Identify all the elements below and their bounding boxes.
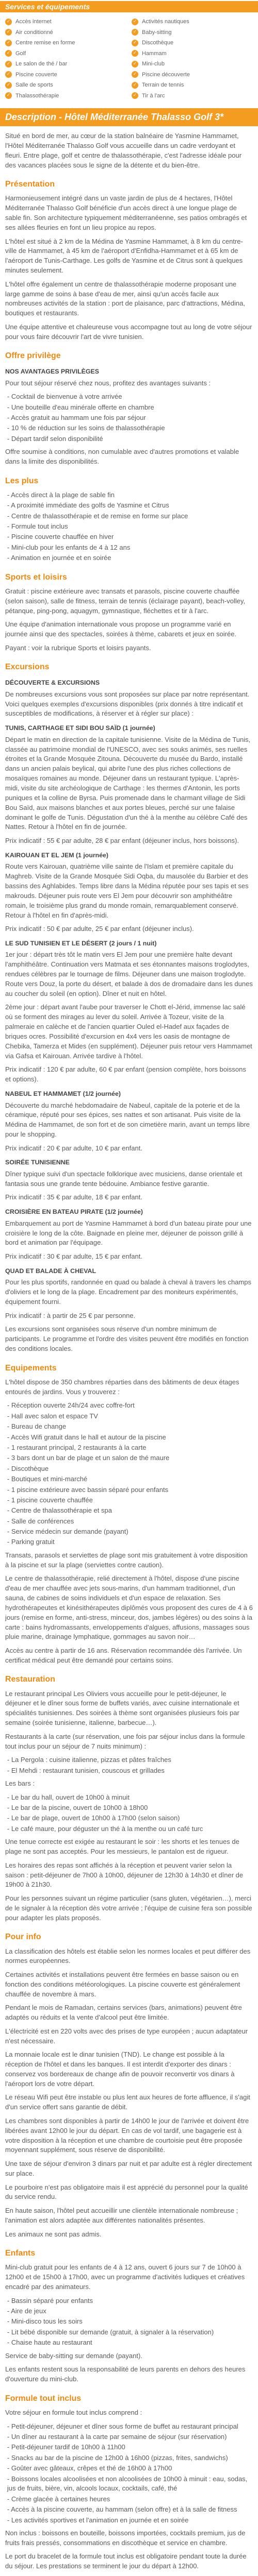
list-item: - Boissons locales alcoolisées et non alcoolisées de 10h00 à minuit : eau, sodas, jus de fruits, bière, vin, alcools locaux, cocktails, café, thé: [7, 2475, 248, 2493]
paragraph: Non inclus : boissons en bouteille, boissons importées, cocktails premium, jus de fruits frais pressés, consommations en discothèque et service en chambre.: [5, 2529, 246, 2547]
list-item: - Petit-déjeuner, déjeuner et dîner sous forme de buffet au restaurant principal: [7, 2422, 238, 2430]
list-item: - Salle de conférences: [7, 1517, 74, 1525]
section-heading: Excursions: [5, 663, 50, 672]
paragraph: Certaines activités et installations peuvent être fermées en basse saison ou en fonction des conditions météorologiques. La piscine couverte est généralement chauffée de novembre à mars.: [5, 1970, 240, 1998]
paragraph: Les animaux ne sont pas admis.: [5, 2230, 102, 2238]
subheading: NOS AVANTAGES PRIVILÈGES: [5, 368, 99, 376]
list-item: - Le bar de la piscine, ouvert de 10h00 à 18h00: [7, 1804, 148, 1812]
list-item: - Le bar de plage, ouvert de 10h00 à 17h00 (selon saison): [7, 1814, 180, 1822]
subheading: CROISIÈRE EN BATEAU PIRATE (1/2 journée): [5, 1208, 143, 1216]
list-item: - 10 % de réduction sur les soins de thalassothérapie: [7, 424, 165, 432]
section-heading: Equipements: [5, 1363, 57, 1372]
list-item: - Une bouteille d'eau minérale offerte en chambre: [7, 403, 154, 411]
paragraph: Les excursions sont organisées sous réserve d'un nombre minimum de participants. Le programme et l'ordre des visites peuvent être modifiés en fonction des conditions locales.: [5, 1325, 249, 1353]
service-item: [5, 48, 132, 59]
check-icon: ✓: [5, 92, 12, 99]
paragraph: Prix indicatif : 30 € par adulte, 15 € par enfant.: [5, 1252, 142, 1261]
list-item: - Réception ouverte 24h/24 avec coffre-fort: [7, 1401, 135, 1410]
list-item: - 1 restaurant principal, 2 restaurants à la carte: [7, 1443, 147, 1451]
service-label: Mini-club: [142, 61, 165, 67]
paragraph: L'électricité est en 220 volts avec des prises de type européen ; aucun adaptateur n'est nécessaire.: [5, 2027, 248, 2045]
section: [5, 662, 253, 1354]
service-label: Salle de sports: [15, 82, 53, 89]
paragraph: Payant : voir la rubrique Sports et loisirs payants.: [5, 643, 151, 652]
section: [5, 2393, 253, 2571]
paragraph: Prix indicatif : 55 € par adulte, 28 € par enfant (déjeuner inclus, hors boissons).: [5, 836, 239, 844]
service-label: Baby-sitting: [142, 29, 172, 36]
list-item: - Centre de thalassothérapie et spa: [7, 1506, 112, 1515]
check-icon: ✓: [132, 19, 138, 25]
list-item: - Animation en journée et en soirée: [7, 554, 111, 562]
check-icon: ✓: [5, 61, 12, 67]
section-heading: Présentation: [5, 180, 55, 189]
check-icon: ✓: [5, 40, 12, 46]
list-item: - Formule tout inclus: [7, 522, 68, 531]
paragraph: Embarquement au port de Yasmine Hammamet à bord d'un bateau pirate pour une croisière le long de la côte. Baignade en pleine mer, déjeuner de poisson grillé à bord et animation par l'équipage.: [5, 1219, 252, 1247]
paragraph: Le port du bracelet de la formule tout inclus est obligatoire pendant toute la durée du séjour. Les prestations se terminent le jour du départ à 12h00.: [5, 2552, 247, 2570]
paragraph: La monnaie locale est le dinar tunisien (TND). Le change est possible à la réception de l'hôtel et dans les banques. Il est interdit d'exporter des dinars : conservez vos bordereaux de change afin de pouvoir reconvertir vos dinars à l'aéroport lors de votre départ.: [5, 2050, 235, 2088]
subheading: QUAD ET BALADE À CHEVAL: [5, 1267, 96, 1275]
section-heading: Les plus: [5, 476, 39, 485]
list-item: - Petit-déjeuner tardif de 10h00 à 11h00: [7, 2443, 125, 2451]
paragraph: Gratuit : piscine extérieure avec transats et parasols, piscine couverte chauffée (selon saison), salle de fitness, terrain de tennis (éclairage payant), beach-volley, pétanque, ping-pong, aquagym, gymnastique, fléchettes et tir à l'arc.: [5, 587, 246, 615]
paragraph: De nombreuses excursions vous sont proposées sur place par notre représentant. Voici quelques exemples d'excursions disponibles (prix donnés à titre indicatif et susceptibles de modifications, à réserver et à régler sur place) :: [5, 690, 250, 718]
section-heading: Formule tout inclus: [5, 2394, 82, 2403]
subheading: TUNIS, CARTHAGE ET SIDI BOU SAÏD (1 journée): [5, 724, 155, 732]
list-item: - Lit bébé disponible sur demande (gratuit, à signaler à la réservation): [7, 2328, 214, 2336]
list-item: - Cocktail de bienvenue à votre arrivée: [7, 393, 122, 401]
subheading: SOIRÉE TUNISIENNE: [5, 1159, 70, 1166]
service-label: Hammam: [142, 50, 167, 57]
paragraph: Une équipe d'animation internationale vous propose un programme varié en journée ainsi que des spectacles, soirées à thème, cabarets et jeux en soirée.: [5, 620, 237, 638]
service-item: [132, 70, 258, 80]
paragraph: L'hôtel dispose de 350 chambres réparties dans des bâtiments de deux étages entourés de jardins. Vous y trouverez :: [5, 1378, 239, 1396]
list-item: - Le café maure, pour déguster un thé à la menthe ou un café turc: [7, 1824, 203, 1833]
paragraph: En haute saison, l'hôtel peut accueillir une clientèle internationale nombreuse ; l'animation est alors adaptée aux différentes nationalités présentes.: [5, 2207, 238, 2224]
check-icon: ✓: [5, 50, 12, 57]
service-item: [5, 80, 132, 91]
service-label: Accès internet: [15, 19, 52, 25]
service-item: [5, 91, 132, 101]
description-header: Description - Hôtel Méditerranée Thalasso Golf 3*: [0, 108, 258, 126]
service-item: [132, 48, 258, 59]
service-label: Tir à l'arc: [142, 92, 165, 99]
list-item: - Aire de jeux: [7, 2307, 46, 2315]
paragraph: Service de baby-sitting sur demande (payant).: [5, 2351, 142, 2360]
list-item: - Piscine couverte chauffée en hiver: [7, 533, 114, 541]
paragraph: Mini-club gratuit pour les enfants de 4 à 12 ans, ouvert 6 jours sur 7 de 10h00 à 12h00 et de 15h00 à 17h00, avec un programme d'activités ludiques et créatives encadré par des animateurs.: [5, 2263, 245, 2291]
list-item: - 1 piscine extérieure avec bassin séparé pour enfants: [7, 1485, 169, 1494]
list-item: - Service médecin sur demande (payant): [7, 1528, 128, 1536]
service-item: [132, 91, 258, 101]
service-item: [132, 16, 258, 27]
paragraph: Une équipe attentive et chaleureuse vous accompagne tout au long de votre séjour pour vous faire découvrir l'art de vivre tunisien.: [5, 323, 252, 341]
paragraph: Prix indicatif : à partir de 25 € par personne.: [5, 1311, 136, 1319]
paragraph: Harmonieusement intégré dans un vaste jardin de plus de 4 hectares, l'Hôtel Méditerranée Thalasso Golf bénéficie d'un accès direct à une longue plage de sable fin. Son architecture typiquement méditerranéenne, ses patios ombragés et ses allées fleuries en font un lieu propice au repos.: [5, 194, 247, 231]
check-icon: ✓: [132, 50, 138, 57]
check-icon: ✓: [132, 29, 138, 36]
paragraph: La classification des hôtels est établie selon les normes locales et peut différer des normes européennes.: [5, 1947, 251, 1965]
service-item: [132, 38, 258, 48]
service-item: [5, 38, 132, 48]
paragraph: Le restaurant principal Les Oliviers vous accueille pour le petit-déjeuner, le déjeuner et le dîner sous forme de buffets variés, avec cuisine internationale et spécialités tunisiennes. Des soirées à thème sont organisées plusieurs fois par semaine (soirée tunisienne, italienne, barbecue…).: [5, 1689, 239, 1727]
service-item: [132, 27, 258, 38]
subheading: NABEUL ET HAMMAMET (1/2 journée): [5, 1090, 121, 1097]
list-item: - Hall avec salon et espace TV: [7, 1412, 98, 1420]
list-item: - Départ tardif selon disponibilité: [7, 434, 103, 443]
section-heading: Sports et loisirs: [5, 572, 67, 582]
list-item: - Accès gratuit au hammam une fois par séjour: [7, 414, 146, 422]
section-heading: Enfants: [5, 2249, 36, 2258]
paragraph: Les chambres sont disponibles à partir de 14h00 le jour de l'arrivée et doivent être libérées avant 12h00 le jour du départ. En cas de vol tardif, une bagagerie est à votre disposition à la réception et une chambre de courtoisie peut être proposée moyennant supplément, sous réserve de disponibilité.: [5, 2116, 249, 2154]
check-icon: ✓: [132, 40, 138, 46]
paragraph: Les horaires des repas sont affichés à la réception et peuvent varier selon la saison : petit-déjeuner de 7h00 à 10h00, déjeuner de 12h30 à 14h30 et dîner de 19h00 à 21h30.: [5, 1861, 244, 1889]
subheading: KAIROUAN ET EL JEM (1 journée): [5, 851, 109, 859]
list-item: - Les activités sportives et l'animation en journée et en soirée: [7, 2516, 189, 2524]
service-label: Air conditionné: [15, 29, 53, 36]
service-item: [5, 70, 132, 80]
service-label: Discothèque: [142, 40, 174, 46]
service-label: Piscine découverte: [142, 71, 190, 78]
list-item: - Accès direct à la plage de sable fin: [7, 490, 115, 499]
paragraph: 2ème jour : départ avant l'aube pour traverser le Chott el-Jérid, immense lac salé où se forment des mirages au lever du soleil. Arrivée à Tozeur, visite de la palmeraie en calèche et de l'ancien quartier Ouled el-Hadef aux façades de briques ocres. Possibilité d'excursion en 4x4 vers les oasis de montagne de Chebika, Tamerza et Mides (en supplément). Déjeuner puis retour vers Hammamet via Gafsa et Kairouan. Arrivée tardive à l'hôtel.: [5, 1003, 252, 1060]
paragraph: Pour les plus sportifs, randonnée en quad ou balade à cheval à travers les champs d'oliviers et le long de la plage. Encadrement par des moniteurs expérimentés, équipement fourni.: [5, 1278, 251, 1306]
paragraph: Accès au centre à partir de 16 ans. Réservation recommandée dès l'arrivée. Un certificat médical peut être demandé pour certains soins.: [5, 1646, 242, 1664]
service-label: Golf: [15, 50, 26, 57]
list-item: - Le bar du hall, ouvert de 10h00 à minuit: [7, 1793, 130, 1801]
list-item: - Accès à la piscine couverte, au hammam (selon offre) et à la salle de fitness: [7, 2505, 237, 2514]
paragraph: Le réseau Wifi peut être instable ou plus lent aux heures de forte affluence, il s'agit d'un service offert sans garantie de débit.: [5, 2093, 250, 2111]
check-icon: ✓: [132, 61, 138, 67]
paragraph: L'hôtel offre également un centre de thalassothérapie moderne proposant une large gamme de soins à base d'eau de mer, ainsi qu'un accès facile aux nombreuses activités de la station : port de plaisance, parc d'attractions, Médina, boutiques et restaurants.: [5, 280, 245, 317]
section: [5, 2248, 253, 2384]
service-label: Terrain de tennis: [142, 82, 184, 89]
paragraph: L'hôtel est situé à 2 km de la Médina de Yasmine Hammamet, à 8 km du centre-ville de Hammamet, à 45 km de l'aéroport d'Enfidha-Hammamet et à 65 km de l'aéroport de Tunis-Carthage. Les golfs de Yasmine et de Citrus sont à quelques minutes seulement.: [5, 237, 243, 275]
list-item: - Accès Wifi gratuit dans le hall et autour de la piscine: [7, 1433, 166, 1441]
paragraph: Dîner typique suivi d'un spectacle folklorique avec musiciens, danse orientale et fantasia sous une grande tente bédouine. Ambiance festive garantie.: [5, 1170, 243, 1188]
list-item: - Chaise haute au restaurant: [7, 2338, 92, 2347]
paragraph: Prix indicatif : 50 € par adulte, 25 € par enfant (déjeuner inclus).: [5, 925, 194, 933]
list-item: - Discothèque: [7, 1464, 49, 1472]
check-icon: ✓: [5, 82, 12, 89]
paragraph: Prix indicatif : 120 € par adulte, 60 € par enfant (pension complète, hors boissons et options).: [5, 1065, 246, 1083]
list-item: - A proximité immédiate des golfs de Yasmine et Citrus: [7, 501, 169, 510]
list-item: - Snacks au bar de la piscine de 12h00 à 16h00 (pizzas, frites, sandwichs): [7, 2453, 228, 2462]
list-item: - Centre de thalassothérapie et de remise en forme sur place: [7, 512, 188, 520]
services-grid: [0, 12, 258, 103]
list-item: - Goûter avec gâteaux, crêpes et thé de 16h00 à 17h00: [7, 2464, 172, 2472]
section: [5, 572, 253, 653]
list-item: - 1 piscine couverte chauffée: [7, 1496, 93, 1504]
description-body: [0, 126, 258, 2576]
paragraph: Les bars :: [5, 1780, 35, 1788]
paragraph: Pour les personnes suivant un régime particulier (sans gluten, végétarien…), merci de le signaler à la réception dès votre arrivée ; l'équipe de cuisine fera son possible pour adapter les plats proposés.: [5, 1894, 252, 1922]
service-item: [5, 59, 132, 70]
section-heading: Restauration: [5, 1675, 55, 1684]
section: [5, 179, 253, 342]
section: [5, 1363, 253, 1666]
paragraph: Route vers Kairouan, quatrième ville sainte de l'Islam et première capitale du Maghreb. Visite de la Grande Mosquée Sidi Oqba, du mausolée du Barbier et des bassins des Aghlabides. Temps libre dans la Médina réputée pour ses tapis et ses makrouds. Déjeuner puis route vers El Jem pour découvrir son amphithéâtre romain, le troisième plus grand du monde romain, remarquablement conservé. Retour à l'hôtel en fin d'après-midi.: [5, 862, 249, 919]
subheading: LE SUD TUNISIEN ET LE DÉSERT (2 jours / 1 nuit): [5, 939, 157, 947]
paragraph: Le pourboire n'est pas obligatoire mais il est apprécié du personnel pour la qualité du service rendu.: [5, 2183, 248, 2201]
paragraph: Départ le matin en direction de la capitale tunisienne. Visite de la Médina de Tunis, classée au patrimoine mondial de l'UNESCO, avec ses souks animés, ses ruelles étroites et la Grande Mosquée Zitouna. Découverte du musée du Bardo, installé dans un ancien palais beylical, qui abrite l'une des plus riches collections de mosaïques romaines au monde. Déjeuner dans un restaurant typique. L'après-midi, visite du site archéologique de Carthage : les thermes d'Antonin, les ports puniques et la colline de Byrsa. Puis promenade dans le charmant village de Sidi Bou Saïd, aux maisons blanches et aux portes bleues, perché sur une falaise dominant le golfe de Tunis. Dégustation d'un thé à la menthe au célèbre Café des Nattes. Retour à l'hôtel en fin de journée.: [5, 735, 251, 831]
list-item: - Bureau de change: [7, 1422, 67, 1431]
paragraph: Transats, parasols et serviettes de plage sont mis gratuitement à votre disposition à la piscine et sur la plage (serviettes contre caution).: [5, 1551, 248, 1569]
service-item: [132, 80, 258, 91]
check-icon: ✓: [5, 19, 12, 25]
service-label: Piscine couverte: [15, 71, 57, 78]
check-icon: ✓: [132, 82, 138, 89]
list-item: - La Pergola : cuisine italienne, pizzas et pâtes fraîches: [7, 1756, 171, 1764]
paragraph: Votre séjour en formule tout inclus comprend :: [5, 2408, 142, 2416]
list-item: - El Mehdi : restaurant tunisien, couscous et grillades: [7, 1766, 165, 1774]
paragraph: Une tenue correcte est exigée au restaurant le soir : les shorts et les tenues de plage ne sont pas acceptés. Pour les messieurs, le pantalon est de rigueur.: [5, 1838, 239, 1856]
services-header: Services et équipements: [0, 1, 258, 12]
service-label: Le salon de thé / bar: [15, 61, 68, 67]
check-icon: ✓: [5, 29, 12, 36]
subheading: DÉCOUVERTE & EXCURSIONS: [5, 679, 100, 687]
section: [5, 1674, 253, 1923]
section-heading: Pour info: [5, 1933, 41, 1942]
paragraph: Prix indicatif : 35 € par adulte, 18 € par enfant.: [5, 1193, 142, 1201]
section: [5, 350, 253, 467]
service-label: Activités nautiques: [142, 19, 189, 25]
list-item: - Un dîner au restaurant à la carte par semaine de séjour (sur réservation): [7, 2432, 227, 2441]
service-item: [5, 16, 132, 27]
section: [5, 476, 253, 564]
list-item: - Bassin séparé pour enfants: [7, 2296, 93, 2304]
list-item: - Parking gratuit: [7, 1538, 55, 1546]
list-item: - 3 bars dont un bar de plage et un salon de thé maure: [7, 1454, 170, 1462]
paragraph: Pour tout séjour réservé chez nous, profitez des avantages suivants :: [5, 379, 211, 387]
list-item: - Boutiques et mini-marché: [7, 1475, 88, 1483]
list-item: - Crème glacée à certaines heures: [7, 2495, 110, 2503]
service-label: Thalassothérapie: [15, 92, 59, 99]
paragraph: Découverte du marché hebdomadaire de Nabeul, capitale de la poterie et de la céramique, réputé pour ses épices, ses nattes et son artisanat. Puis visite de la Médina de Hammamet, de son fort et de son cimetière marin, avant un temps libre pour le shopping.: [5, 1101, 250, 1139]
paragraph: Pendant le mois de Ramadan, certains services (bars, animations) peuvent être adaptés ou réduits et la vente d'alcool peut être limitée.: [5, 2004, 242, 2022]
service-label: Centre remise en forme: [15, 40, 75, 46]
list-item: - Mini-club pour les enfants de 4 à 12 ans: [7, 543, 131, 551]
paragraph: Les enfants restent sous la responsabilité de leurs parents en dehors des heures d'ouverture du mini-club.: [5, 2365, 246, 2383]
paragraph: Le centre de thalassothérapie, relié directement à l'hôtel, dispose d'une piscine d'eau de mer chauffée avec jets sous-marins, d'un hammam traditionnel, d'un sauna, de cabines de soins individuels et d'un espace de relaxation. Ses hydrothérapeutes et kinésithérapeutes diplômés vous proposent des cures de 4 à 6 jours (remise en forme, anti-stress, minceur, dos, jambes légères) ou des soins à la carte : bains hydromassants, enveloppements d'algues, affusions, massages sous pluie marine, drainage lymphatique, gommages au savon noir…: [5, 1574, 253, 1641]
service-item: [5, 27, 132, 38]
paragraph: Prix indicatif : 20 € par adulte, 10 € par enfant.: [5, 1144, 142, 1152]
paragraph: Une taxe de séjour d'environ 3 dinars par nuit et par adulte est à régler directement sur place.: [5, 2160, 252, 2177]
intro-paragraph: Situé en bord de mer, au cœur de la station balnéaire de Yasmine Hammamet, l'Hôtel Méditerranée Thalasso Golf vous accueille dans un cadre verdoyant et fleuri. Entre plage, golf et centre de thalassothérapie, c'est l'adresse idéale pour des vacances placées sous le signe de la détente et du bien-être.: [5, 132, 242, 169]
section-heading: Offre privilège: [5, 351, 61, 361]
paragraph: 1er jour : départ très tôt le matin vers El Jem pour une première halte devant l'amphithéâtre. Continuation vers Matmata et ses étonnantes maisons troglodytes, rendues célèbres par le tournage de films. Déjeuner dans une maison troglodyte. Route vers Douz, la porte du désert, et balade à dos de dromadaire dans les dunes au coucher du soleil (en option). Dîner et nuit en hôtel.: [5, 951, 253, 997]
check-icon: ✓: [132, 71, 138, 78]
section: [5, 1931, 253, 2239]
check-icon: ✓: [132, 92, 138, 99]
description-sections: [5, 179, 253, 2576]
list-item: - Mini-disco tous les soirs: [7, 2317, 83, 2326]
paragraph: Offre soumise à conditions, non cumulable avec d'autres promotions et valable dans la limite des disponibilités.: [5, 448, 239, 466]
service-item: [132, 59, 258, 70]
check-icon: ✓: [5, 71, 12, 78]
paragraph: Restaurants à la carte (sur réservation, une fois par séjour inclus dans la formule tout inclus pour un séjour de 7 nuits minimum) :: [5, 1732, 245, 1750]
